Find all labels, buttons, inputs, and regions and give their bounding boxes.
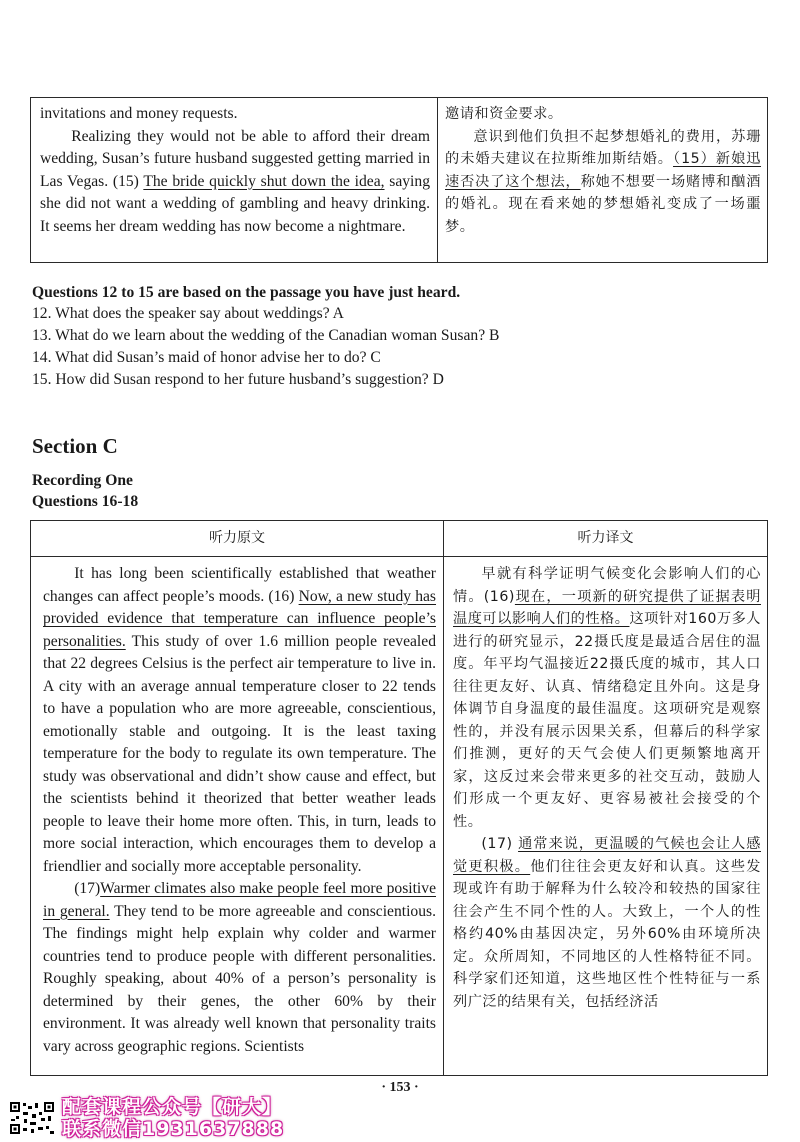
question-13: 13. What do we learn about the wedding of the Canadian woman Susan? B: [32, 327, 500, 344]
text: saying she did not want a wedding of gambling and heavy drinking. It seems her dream wedding has now become a nightmare.: [40, 172, 430, 235]
top-chinese-paragraph: [445, 126, 761, 239]
chinese-paragraph-1: [453, 563, 761, 833]
header-translation: 听力译文: [577, 530, 634, 546]
watermark-line-1: 配套课程公众号【研大】: [62, 1096, 283, 1118]
question-15: 15. How did Susan respond to her future husband’s suggestion? D: [32, 371, 444, 388]
recording-title: Recording One: [32, 472, 133, 489]
text: (17): [481, 836, 519, 852]
top-chinese-line1: 邀请和资金要求。: [445, 106, 563, 122]
qr-code-icon: [8, 1100, 56, 1136]
text: (17): [74, 880, 101, 897]
text: 称她不想要一场赌博和酗酒的婚礼。现在看来她的梦想婚礼变成了一场噩梦。: [445, 173, 761, 235]
column-divider: [443, 521, 444, 1075]
text: Realizing they would not be able to afford their dream wedding, Susan’s future husband suggested getting married in Las Vegas. (15): [40, 127, 430, 190]
top-chinese-cell: [445, 103, 761, 238]
main-chinese-cell: [453, 563, 761, 1013]
answer-underline-15: The bride quickly shut down the idea,: [143, 172, 385, 190]
text: 意识到他们负担不起梦想婚礼的费用，苏珊的未婚夫建议在拉斯维加斯结婚。: [445, 128, 761, 167]
main-english-cell: [43, 563, 436, 1058]
top-translation-table: [30, 97, 768, 263]
question-12: 12. What does the speaker say about weddings? A: [32, 305, 344, 322]
header-original: 听力原文: [209, 530, 265, 546]
answer-underline-16-zh: 现在，一项新的研究提供了证据表明温度可以影响人们的性格。: [453, 588, 761, 627]
answer-underline-16: Now, a new study has provided evidence that temperature can influence people’s personalities.: [43, 587, 437, 650]
text: 这项针对160万多人进行的研究显示，22摄氏度是最适合居住的温度。年平均气温接近22摄氏度的城市，其人口往往更友好、认真、情绪稳定且外向。这是身体调节自身温度的最佳温度。这项研究是观察性的，并没有展示因果关系，但幕后的科学家们推测，更好的天气会使人们更频繁地离开家，这反过来会带来更多的社交互动，鼓励人们形成一个更友好、更容易被社会接受的个性。: [453, 611, 761, 830]
answer-underline-15-zh: （15）新娘迅速否决了这个想法，: [445, 151, 761, 190]
text: It has long been scientifically established that weather changes can affect people’s moods. (16): [43, 565, 436, 605]
text: 他们往往会更友好和认真。这些发现或许有助于解释为什么较冷和较热的国家往往会产生不同个性的人。大致上，一个人的性格约40%由基因决定，另外60%由环境所决定。众所周知，不同地区的人性格特征不同。科学家们还知道，这些地区性个性特征与一系列广泛的结果有关，包括经济活: [453, 858, 761, 1010]
question-14: 14. What did Susan’s maid of honor advise her to do? C: [32, 349, 381, 366]
section-title: Section C: [32, 434, 118, 458]
answer-underline-17: Warmer climates also make people feel more positive in general.: [43, 880, 436, 920]
top-english-cell: [40, 103, 430, 238]
questions-range: Questions 16-18: [32, 493, 139, 510]
top-english-paragraph: [40, 126, 430, 239]
text: 早就有科学证明气候变化会影响人们的心情。(16): [453, 566, 761, 605]
english-paragraph-1: [43, 563, 436, 878]
header-divider: [31, 556, 767, 557]
english-paragraph-2: [43, 878, 436, 1058]
watermark-line-2: 联系微信1931637888: [62, 1118, 285, 1140]
text: This study of over 1.6 million people revealed that 22 degrees Celsius is the perfect air temperature to live in. A city with an average annual temperature closer to 22 tends to have a population who are more agreeable, conscientious, emotionally stable and outgoing. It is the least taxing temperature for the body to regulate its own temperature. The study was observational and didn’t show cause and effect, but the scientists behind it theorized that better weather leads people to leave their home more often. This, in turn, leads to more social interaction, which encourages them to develop a friendlier and socially more acceptable personality.: [43, 632, 436, 875]
answer-underline-17-zh: 通常来说，更温暖的气候也会让人感觉更积极。: [453, 836, 761, 875]
text: They tend to be more agreeable and conscientious. The findings might help explain why colder and warmer countries tend to produce people with different personalities. Roughly speaking, about 40% of a person’s personality is determined by their genes, the other 60% by their environment. It was already well known that personality traits vary across geographic regions. Scientists: [43, 902, 436, 1055]
chinese-paragraph-2: [453, 833, 761, 1013]
questions-title: Questions 12 to 15 are based on the passage you have just heard.: [32, 284, 461, 301]
page-number: · 153 ·: [381, 1080, 419, 1095]
main-translation-table: [30, 520, 768, 1076]
top-english-line1: invitations and money requests.: [40, 105, 238, 122]
column-divider: [437, 98, 438, 262]
